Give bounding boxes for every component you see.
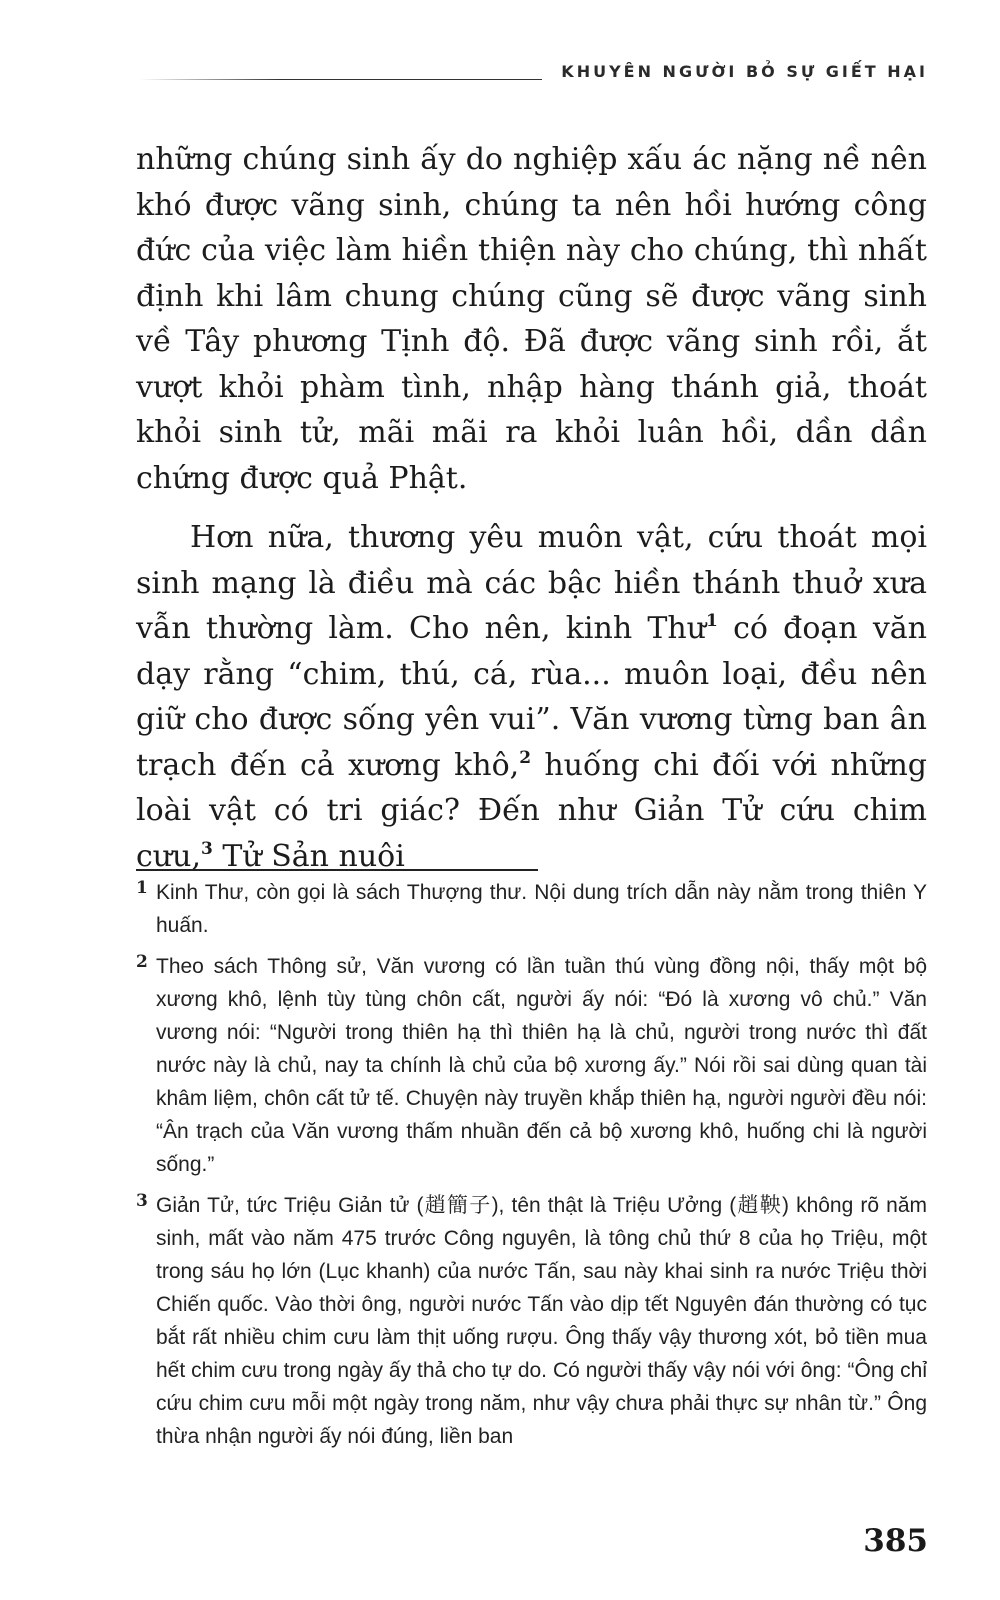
footnote-ref-2: 2 [519, 747, 532, 768]
paragraph-2-part-c: huống chi đối với những loài vật có tri giác? Đến như Giản Tử cứu chim cưu, [136, 747, 927, 874]
page-number: 385 [863, 1523, 928, 1559]
footnote-2 [136, 950, 927, 1181]
footnotes [136, 876, 927, 1461]
paragraph-1: những chúng sinh ấy do nghiệp xấu ác nặng nề nên khó được vãng sinh, chúng ta nên hồi hướng công đức của việc làm hiền thiện này cho chúng, thì nhất định khi lâm chung chúng cũng sẽ được vãng sinh về Tây phương Tịnh độ. Đã được vãng sinh rồi, ắt vượt khỏi phàm tình, nhập hàng thánh giả, thoát khỏi sinh tử, mãi mãi ra khỏi luân hồi, dần dần chứng được quả Phật. [136, 142, 927, 496]
footnote-text: Kinh Thư, còn gọi là sách Thượng thư. Nội dung trích dẫn này nằm trong thiên Y huấn. [156, 881, 927, 937]
running-head: KHUYÊN NGƯỜI BỎ SỰ GIẾT HẠI [561, 62, 928, 81]
footnote-number: 3 [136, 1191, 148, 1211]
header-rule-fade [140, 79, 280, 82]
body-text [136, 137, 927, 879]
footnote-ref-3: 3 [200, 838, 213, 859]
footnote-number: 1 [136, 878, 148, 898]
footnote-number: 2 [136, 952, 148, 972]
footnote-rule [136, 869, 538, 871]
footnote-text: Theo sách Thông sử, Văn vương có lần tuần thú vùng đồng nội, thấy một bộ xương khô, lệnh tùy tùng chôn cất, người ấy nói: “Đó là xương vô chủ.” Văn vương nói: “Người trong thiên hạ thì thiên hạ là chủ, người trong nước thì đất nước này là chủ, nay ta chính là chủ của bộ xương ấy.” Nói rồi sai dùng quan tài khâm liệm, chôn cất tử tế. Chuyện này truyền khắp thiên hạ, người người đều nói: “Ân trạch của Văn vương thấm nhuần đến cả bộ xương khô, huống chi là người sống.” [156, 955, 927, 1176]
paragraph-2 [136, 515, 927, 879]
paragraph-2-part-d: Tử Sản nuôi [212, 838, 405, 874]
footnote-ref-1: 1 [706, 611, 718, 631]
footnote-3 [136, 1189, 927, 1453]
footnote-1 [136, 876, 927, 942]
paragraph-2-part-b: có đoạn văn dạy rằng “chim, thú, cá, rùa... muôn loại, đều nên giữ cho được sống yên vui”. Văn vương từng ban ân trạch đến cả xương khô, [136, 611, 927, 783]
paragraph-2-part-a: Hơn nữa, thương yêu muôn vật, cứu thoát mọi sinh mạng là điều mà các bậc hiền thánh thuở xưa vẫn thường làm. Cho nên, kinh Thư [136, 520, 927, 646]
footnote-text: Giản Tử, tức Triệu Giản tử (趙簡子), tên thật là Triệu Ưởng (趙鞅) không rõ năm sinh, mất vào năm 475 trước Công nguyên, là tông chủ thứ 8 của họ Triệu, một trong sáu họ lớn (Lục khanh) của nước Tấn, sau này khai sinh ra nước Triệu thời Chiến quốc. Vào thời ông, người nước Tấn vào dịp tết Nguyên đán thường có tục bắt rất nhiều chim cưu làm thịt uống rượu. Ông thấy vậy thương xót, bỏ tiền mua hết chim cưu trong ngày ấy thả cho tự do. Có người thấy vậy nói với ông: “Ông chỉ cứu chim cưu mỗi một ngày trong năm, như vậy chưa phải thực sự nhân từ.” Ông thừa nhận người ấy nói đúng, liền ban [156, 1194, 927, 1448]
